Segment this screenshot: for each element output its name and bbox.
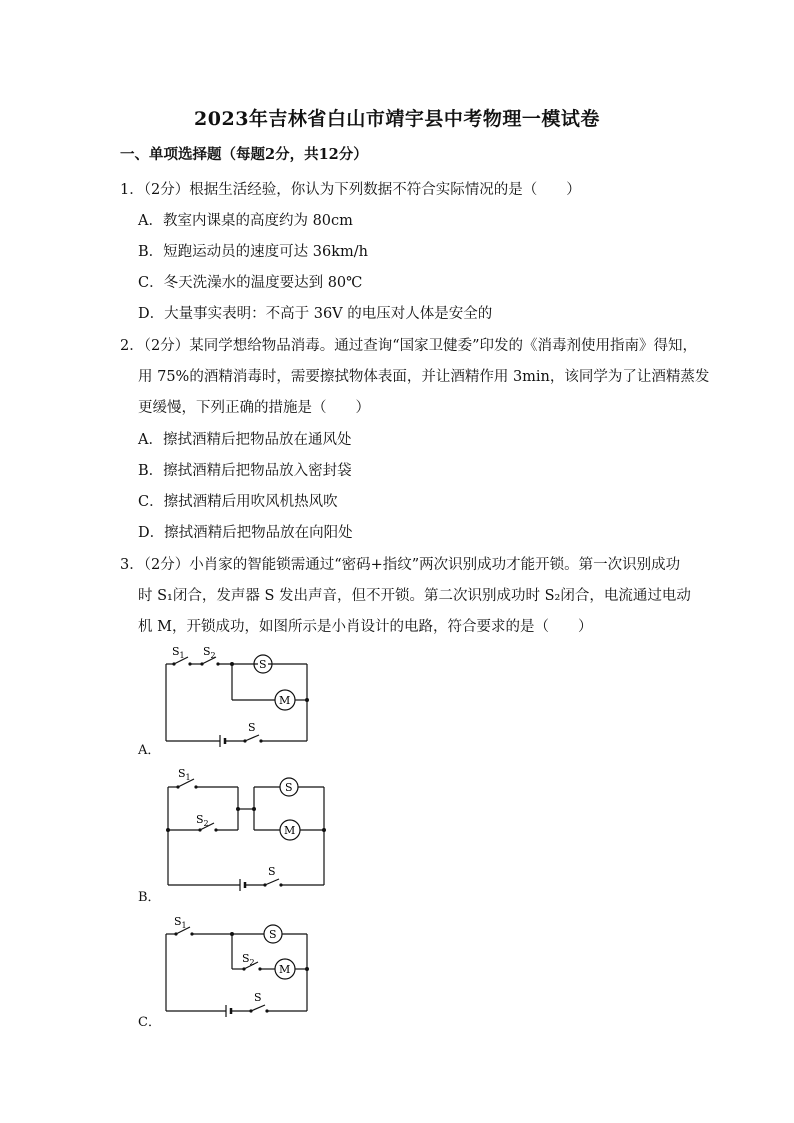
q2-option-d: D．擦拭酒精后把物品放在向阳处	[138, 525, 353, 541]
diagram-b-motor-label: M	[284, 824, 296, 837]
page-title: 2023年吉林省白山市靖宇县中考物理一模试卷	[194, 108, 600, 130]
diagram-c-switch-label: S	[254, 991, 262, 1004]
q2-option-b: B．擦拭酒精后把物品放入密封袋	[138, 463, 352, 479]
q2-stem-line-2: 用 75%的酒精消毒时，需要擦拭物体表面，并让酒精作用 3min，该同学为了让酒精蒸发	[138, 369, 710, 385]
q1-option-b: B．短跑运动员的速度可达 36km/h	[138, 244, 368, 260]
diagram-a-label: A．	[138, 743, 161, 758]
diagram-c-motor-label: M	[279, 963, 291, 976]
diagram-b-s1-label: $S_1$	[178, 767, 191, 782]
q2-option-a: A．擦拭酒精后把物品放在通风处	[138, 432, 352, 448]
diagram-b-label: B．	[138, 890, 161, 905]
circuit-diagram-a	[150, 640, 330, 755]
diagram-a-switch-label: S	[248, 721, 256, 734]
q1-option-d: D．大量事实表明：不高于 36V 的电压对人体是安全的	[138, 306, 493, 322]
diagram-b-s2-label: $S_2$	[196, 813, 209, 828]
diagram-a-sounder-label: S	[259, 658, 267, 671]
q3-stem-line-3: 机 M，开锁成功，如图所示是小肖设计的电路，符合要求的是（ ）	[138, 619, 593, 635]
q2-stem-line-3: 更缓慢，下列正确的措施是（ ）	[138, 400, 370, 416]
diagram-a-motor-label: M	[279, 694, 291, 707]
diagram-c-s1-label: $S_1$	[174, 915, 187, 930]
q3-stem-line-1: 3．（2分）小肖家的智能锁需通过“密码+指纹”两次识别成功才能开锁。第一次识别成功	[120, 557, 681, 573]
diagram-c-sounder-label: S	[269, 928, 277, 941]
q1-option-a: A．教室内课桌的高度约为 80cm	[138, 213, 353, 229]
diagram-b-sounder-label: S	[285, 781, 293, 794]
q1-option-c: C．冬天洗澡水的温度要达到 80℃	[138, 275, 363, 291]
section-heading: 一、单项选择题（每题2分，共12分）	[120, 146, 368, 163]
diagram-a-s1-label: $S_1$	[172, 645, 185, 660]
circuit-diagram-c	[150, 908, 340, 1023]
diagram-c-label: C．	[138, 1015, 161, 1030]
q3-stem-line-2: 时 S₁闭合，发声器 S 发出声音，但不开锁。第二次识别成功时 S₂闭合，电流通过电动	[138, 588, 691, 604]
q1-stem: 1．（2分）根据生活经验，你认为下列数据不符合实际情况的是（ ）	[120, 182, 581, 198]
q2-option-c: C．擦拭酒精后用吹风机热风吹	[138, 494, 338, 510]
circuit-diagram-b	[150, 765, 340, 895]
diagram-a-s2-label: $S_2$	[203, 645, 216, 660]
q2-stem-line-1: 2．（2分）某同学想给物品消毒。通过查询“国家卫健委”印发的《消毒剂使用指南》得知，	[120, 338, 698, 354]
diagram-b-switch-label: S	[268, 865, 276, 878]
diagram-c-s2-label: $S_2$	[242, 952, 255, 967]
